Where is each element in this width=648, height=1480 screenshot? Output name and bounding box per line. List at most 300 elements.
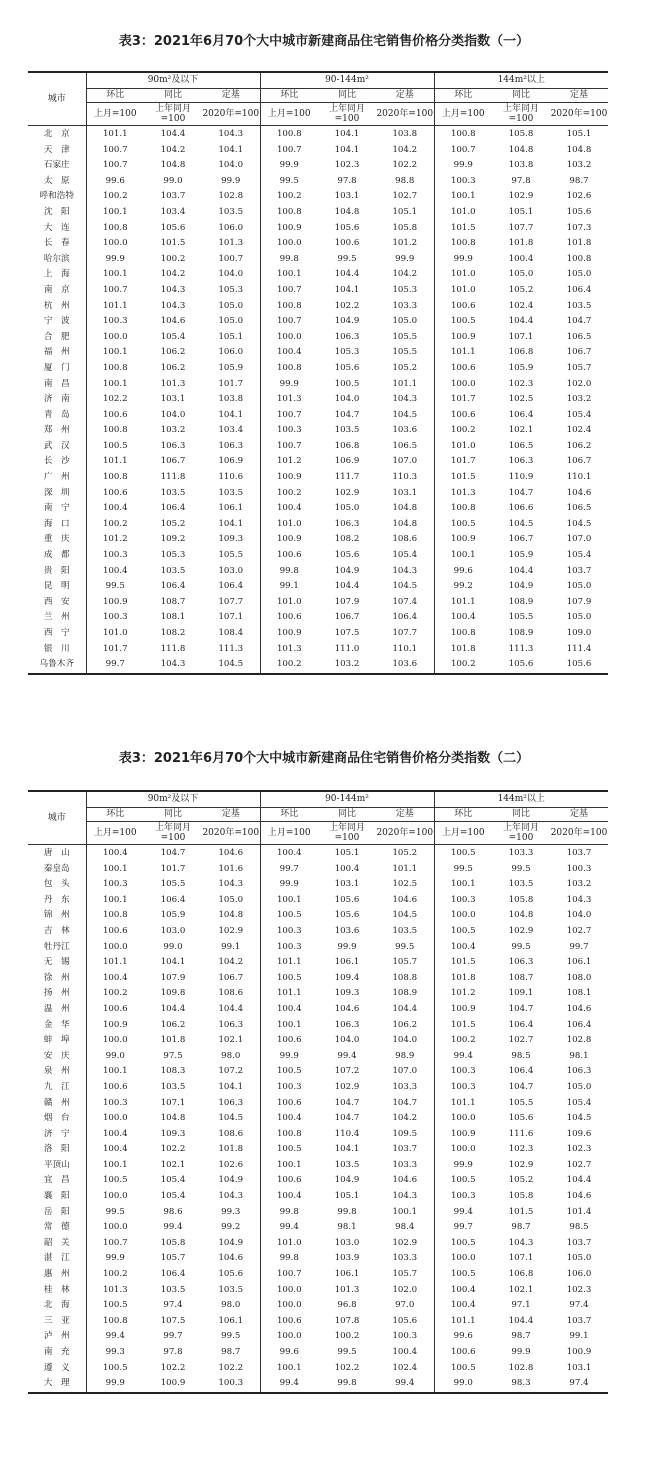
index-cell: 99.9 — [260, 377, 318, 393]
index-cell: 104.1 — [160, 957, 186, 968]
index-cell: 103.2 — [566, 160, 592, 171]
index-cell: 107.9 — [334, 596, 360, 607]
index-cell: 102.3 — [566, 1284, 592, 1295]
index-cell: 99.8 — [260, 564, 318, 580]
index-cell: 99.7 — [569, 941, 589, 952]
index-cell: 106.4 — [508, 409, 534, 420]
index-cell: 102.2 — [160, 1362, 186, 1373]
index-cell: 100.6 — [260, 548, 318, 564]
city-cell: 西 安 — [28, 595, 86, 611]
city-cell: 重 庆 — [28, 532, 86, 548]
index-cell: 100.7 — [260, 283, 318, 299]
index-cell: 109.1 — [508, 988, 534, 999]
table-row — [28, 1173, 608, 1189]
sub-header: 环比 — [260, 89, 318, 103]
index-cell: 101.7 — [218, 378, 244, 389]
index-cell: 100.5 — [434, 1236, 492, 1252]
group-header-mid: 90-144m² — [260, 791, 434, 808]
index-cell: 100.4 — [260, 345, 318, 361]
index-cell: 104.0 — [334, 394, 360, 405]
index-cell: 103.2 — [566, 879, 592, 890]
index-cell: 110.9 — [508, 472, 534, 483]
city-cell: 洛 阳 — [28, 1142, 86, 1158]
index-cell: 101.3 — [334, 1284, 360, 1295]
index-cell: 106.4 — [566, 1019, 592, 1030]
index-cell: 100.2 — [434, 657, 492, 674]
index-cell: 102.6 — [218, 1159, 244, 1170]
index-cell: 105.0 — [392, 316, 418, 327]
table-row — [28, 626, 608, 642]
index-cell: 104.3 — [160, 659, 186, 670]
index-cell: 99.4 — [260, 1376, 318, 1393]
index-cell: 100.4 — [86, 971, 144, 987]
table-row — [28, 1189, 608, 1205]
index-cell: 103.4 — [218, 425, 244, 436]
index-cell: 100.7 — [260, 408, 318, 424]
index-cell: 105.0 — [566, 269, 592, 280]
base-header: 上年同月=100 — [492, 103, 550, 126]
table-row — [28, 1158, 608, 1174]
index-cell: 105.4 — [566, 409, 592, 420]
index-cell: 105.2 — [508, 284, 534, 295]
index-cell: 96.8 — [337, 1300, 357, 1311]
index-cell: 103.5 — [218, 487, 244, 498]
index-cell: 105.2 — [508, 1175, 534, 1186]
index-cell: 100.6 — [86, 1002, 144, 1018]
index-cell: 106.7 — [566, 347, 592, 358]
index-cell: 105.0 — [508, 269, 534, 280]
index-cell: 100.9 — [434, 1127, 492, 1143]
index-cell: 105.8 — [508, 894, 534, 905]
index-cell: 99.4 — [434, 1205, 492, 1221]
index-cell: 100.8 — [260, 1127, 318, 1143]
city-cell: 银 川 — [28, 642, 86, 658]
index-cell: 99.2 — [434, 579, 492, 595]
index-cell: 109.4 — [334, 972, 360, 983]
index-cell: 105.0 — [218, 316, 244, 327]
index-cell: 103.5 — [218, 206, 244, 217]
base-header: 上月=100 — [434, 103, 492, 126]
index-cell: 109.6 — [566, 1128, 592, 1139]
index-cell: 105.2 — [160, 518, 186, 529]
index-cell: 104.5 — [392, 910, 418, 921]
index-cell: 111.7 — [334, 472, 360, 483]
index-cell: 100.2 — [260, 657, 318, 674]
index-cell: 105.0 — [566, 581, 592, 592]
index-cell: 105.7 — [566, 362, 592, 373]
index-cell: 101.2 — [434, 986, 492, 1002]
index-cell: 105.3 — [334, 347, 360, 358]
index-cell: 98.5 — [511, 1050, 531, 1061]
index-cell: 106.8 — [334, 440, 360, 451]
city-cell: 九 江 — [28, 1080, 86, 1096]
index-cell: 108.1 — [566, 988, 592, 999]
city-cell: 安 庆 — [28, 1049, 86, 1065]
index-cell: 101.2 — [260, 454, 318, 470]
index-cell: 99.6 — [434, 564, 492, 580]
index-cell: 107.1 — [508, 331, 534, 342]
index-cell: 102.3 — [508, 378, 534, 389]
index-cell: 101.1 — [86, 955, 144, 971]
index-cell: 103.5 — [218, 1284, 244, 1295]
index-cell: 104.3 — [392, 1191, 418, 1202]
index-cell: 99.6 — [86, 174, 144, 190]
index-cell: 103.5 — [392, 925, 418, 936]
index-cell: 105.9 — [160, 910, 186, 921]
index-cell: 106.4 — [218, 581, 244, 592]
index-cell: 105.0 — [566, 612, 592, 623]
index-cell: 100.2 — [260, 486, 318, 502]
city-cell: 长 沙 — [28, 454, 86, 470]
index-cell: 100.1 — [260, 1018, 318, 1034]
index-cell: 111.8 — [160, 643, 186, 654]
index-cell: 99.5 — [86, 579, 144, 595]
index-cell: 105.8 — [392, 222, 418, 233]
index-cell: 104.9 — [508, 581, 534, 592]
index-cell: 101.0 — [260, 595, 318, 611]
index-cell: 103.7 — [566, 565, 592, 576]
index-cell: 99.4 — [337, 1050, 357, 1061]
index-cell: 109.8 — [160, 988, 186, 999]
index-cell: 100.0 — [434, 908, 492, 924]
index-cell: 98.8 — [395, 175, 415, 186]
index-cell: 98.0 — [221, 1300, 241, 1311]
city-cell: 烟 台 — [28, 1111, 86, 1127]
index-cell: 101.5 — [160, 238, 186, 249]
index-cell: 101.1 — [86, 126, 144, 143]
index-cell: 101.3 — [160, 378, 186, 389]
index-cell: 109.3 — [218, 534, 244, 545]
index-cell: 100.0 — [434, 1142, 492, 1158]
index-cell: 105.4 — [566, 1097, 592, 1108]
index-cell: 100.9 — [566, 1347, 592, 1357]
index-cell: 109.5 — [392, 1128, 418, 1139]
index-cell: 99.7 — [434, 1220, 492, 1236]
index-cell: 100.3 — [434, 1064, 492, 1080]
index-cell: 100.7 — [86, 158, 144, 174]
index-cell: 100.3 — [566, 863, 592, 874]
index-cell: 99.8 — [260, 252, 318, 268]
index-cell: 106.9 — [218, 456, 244, 467]
index-cell: 101.8 — [434, 642, 492, 658]
index-cell: 106.7 — [160, 456, 186, 467]
index-cell: 104.3 — [392, 394, 418, 405]
index-cell: 100.7 — [260, 143, 318, 159]
index-cell: 100.8 — [260, 205, 318, 221]
index-cell: 100.6 — [260, 1033, 318, 1049]
index-cell: 99.7 — [163, 1331, 183, 1342]
base-header: 上年同月=100 — [318, 822, 376, 845]
index-cell: 104.8 — [508, 144, 534, 155]
index-cell: 107.5 — [160, 1315, 186, 1326]
index-cell: 103.0 — [218, 565, 244, 576]
index-cell: 104.3 — [218, 879, 244, 890]
index-cell: 105.5 — [392, 331, 418, 342]
index-cell: 100.5 — [434, 1173, 492, 1189]
index-cell: 100.1 — [260, 1158, 318, 1174]
index-cell: 100.3 — [260, 940, 318, 956]
index-cell: 106.4 — [508, 1066, 534, 1077]
table-row — [28, 548, 608, 564]
index-cell: 101.1 — [434, 345, 492, 361]
index-cell: 100.9 — [434, 330, 492, 346]
index-cell: 103.6 — [392, 425, 418, 436]
index-cell: 106.3 — [334, 518, 360, 529]
city-cell: 徐 州 — [28, 971, 86, 987]
index-cell: 100.9 — [434, 532, 492, 548]
sub-header: 同比 — [318, 808, 376, 822]
table-row — [28, 1251, 608, 1267]
index-cell: 111.0 — [334, 643, 360, 654]
table-row — [28, 517, 608, 533]
index-cell: 99.7 — [260, 862, 318, 878]
index-cell: 100.5 — [260, 1142, 318, 1158]
city-cell: 南 昌 — [28, 377, 86, 393]
table-row — [28, 205, 608, 221]
index-cell: 99.4 — [395, 1378, 415, 1389]
index-cell: 104.0 — [160, 409, 186, 420]
index-cell: 99.9 — [434, 252, 492, 268]
base-header: 上月=100 — [86, 103, 144, 126]
index-cell: 100.5 — [86, 439, 144, 455]
index-cell: 101.3 — [434, 486, 492, 502]
index-cell: 99.0 — [434, 1376, 492, 1393]
index-cell: 100.0 — [86, 236, 144, 252]
index-cell: 97.4 — [569, 1300, 589, 1311]
index-cell: 99.1 — [569, 1331, 589, 1342]
table-row — [28, 377, 608, 393]
index-cell: 100.8 — [434, 126, 492, 143]
index-cell: 99.0 — [163, 175, 183, 186]
index-cell: 103.2 — [160, 425, 186, 436]
index-cell: 99.9 — [511, 1347, 531, 1357]
index-cell: 104.5 — [218, 1113, 244, 1124]
table-row — [28, 1018, 608, 1034]
index-cell: 100.2 — [334, 1331, 360, 1342]
index-cell: 100.9 — [260, 532, 318, 548]
index-cell: 99.9 — [337, 941, 357, 952]
city-cell: 包 头 — [28, 877, 86, 893]
index-cell: 99.0 — [163, 941, 183, 952]
index-cell: 108.9 — [392, 988, 418, 999]
index-cell: 101.3 — [260, 642, 318, 658]
city-cell: 呼和浩特 — [28, 189, 86, 205]
index-cell: 102.8 — [508, 1362, 534, 1373]
index-cell: 111.3 — [218, 643, 244, 654]
city-cell: 天 津 — [28, 143, 86, 159]
index-cell: 99.9 — [260, 877, 318, 893]
index-cell: 104.2 — [160, 269, 186, 280]
index-cell: 103.1 — [160, 394, 186, 405]
index-cell: 109.0 — [566, 628, 592, 638]
index-cell: 99.5 — [337, 1347, 357, 1357]
index-cell: 105.2 — [392, 848, 418, 858]
base-header: 上月=100 — [260, 103, 318, 126]
index-cell: 100.7 — [86, 1236, 144, 1252]
index-cell: 100.0 — [260, 330, 318, 346]
index-cell: 103.0 — [160, 925, 186, 936]
index-cell: 101.4 — [566, 1206, 592, 1217]
index-cell: 101.7 — [86, 642, 144, 658]
index-cell: 106.7 — [218, 972, 244, 983]
table-row — [28, 940, 608, 956]
table-row — [28, 1205, 608, 1221]
index-cell: 107.2 — [334, 1066, 360, 1077]
index-cell: 104.7 — [334, 1097, 360, 1108]
index-cell: 101.7 — [434, 392, 492, 408]
index-cell: 103.7 — [392, 1144, 418, 1155]
index-cell: 97.4 — [569, 1378, 589, 1389]
index-cell: 101.5 — [508, 1206, 534, 1217]
index-cell: 100.4 — [260, 1189, 318, 1205]
table-2-title: 表3：2021年6月70个大中城市新建商品住宅销售价格分类指数（二） — [118, 751, 530, 766]
index-cell: 101.5 — [434, 1018, 492, 1034]
index-cell: 100.6 — [434, 408, 492, 424]
index-cell: 104.6 — [566, 487, 592, 498]
index-cell: 105.6 — [508, 659, 534, 670]
index-cell: 101.1 — [86, 454, 144, 470]
index-cell: 99.9 — [86, 252, 144, 268]
index-cell: 104.1 — [218, 518, 244, 529]
index-cell: 100.3 — [260, 924, 318, 940]
index-cell: 104.7 — [566, 316, 592, 327]
index-cell: 100.6 — [434, 1345, 492, 1361]
index-cell: 104.9 — [218, 1175, 244, 1186]
city-cell: 唐 山 — [28, 845, 86, 862]
table-row — [28, 126, 608, 143]
index-cell: 105.0 — [566, 1253, 592, 1264]
table-row — [28, 610, 608, 626]
index-cell: 100.3 — [434, 893, 492, 909]
index-cell: 106.5 — [566, 331, 592, 342]
group-header-small: 90m²及以下 — [86, 72, 260, 89]
table-row — [28, 174, 608, 190]
city-cell: 哈尔滨 — [28, 252, 86, 268]
table-row — [28, 862, 608, 878]
index-cell: 103.8 — [218, 394, 244, 405]
sub-header: 同比 — [318, 89, 376, 103]
table-2-body — [28, 845, 608, 1393]
table-row — [28, 877, 608, 893]
index-cell: 99.9 — [260, 1049, 318, 1065]
index-cell: 100.0 — [86, 1220, 144, 1236]
index-cell: 111.4 — [566, 643, 592, 654]
index-cell: 104.6 — [392, 1175, 418, 1186]
city-cell: 南 宁 — [28, 501, 86, 517]
index-cell: 106.4 — [160, 581, 186, 592]
city-cell: 西 宁 — [28, 626, 86, 642]
index-cell: 108.0 — [566, 972, 592, 983]
city-header: 城市 — [28, 791, 86, 845]
index-cell: 103.5 — [160, 1081, 186, 1092]
city-cell: 温 州 — [28, 1002, 86, 1018]
index-cell: 103.5 — [160, 487, 186, 498]
index-cell: 106.8 — [508, 1269, 534, 1280]
index-cell: 105.0 — [566, 1081, 592, 1092]
index-cell: 103.7 — [566, 1237, 592, 1248]
index-cell: 100.3 — [434, 1189, 492, 1205]
index-cell: 101.1 — [434, 1314, 492, 1330]
index-cell: 104.5 — [218, 659, 244, 670]
index-cell: 100.5 — [434, 517, 492, 533]
index-cell: 99.5 — [395, 941, 415, 952]
city-cell: 上 海 — [28, 267, 86, 283]
sub-header: 定基 — [376, 89, 434, 103]
index-cell: 100.3 — [86, 548, 144, 564]
sub-header: 同比 — [144, 808, 202, 822]
index-cell: 104.5 — [392, 581, 418, 592]
index-cell: 101.5 — [434, 221, 492, 237]
index-cell: 102.4 — [392, 1362, 418, 1373]
index-cell: 104.1 — [218, 409, 244, 420]
index-cell: 104.3 — [218, 129, 244, 139]
index-cell: 100.8 — [434, 236, 492, 252]
city-cell: 青 岛 — [28, 408, 86, 424]
index-cell: 104.8 — [160, 1113, 186, 1124]
index-cell: 102.7 — [392, 191, 418, 202]
index-cell: 100.4 — [86, 564, 144, 580]
index-cell: 104.1 — [334, 1144, 360, 1155]
index-cell: 99.3 — [86, 1345, 144, 1361]
index-cell: 104.4 — [508, 565, 534, 576]
index-cell: 101.0 — [86, 626, 144, 642]
table-row — [28, 1127, 608, 1143]
index-cell: 100.9 — [86, 1018, 144, 1034]
index-cell: 104.0 — [218, 160, 244, 171]
index-cell: 108.6 — [218, 988, 244, 999]
index-cell: 103.7 — [566, 1315, 592, 1326]
index-cell: 100.1 — [260, 267, 318, 283]
index-cell: 100.1 — [434, 877, 492, 893]
sub-header: 定基 — [202, 89, 260, 103]
table-row — [28, 893, 608, 909]
index-cell: 104.6 — [392, 894, 418, 905]
index-cell: 104.7 — [392, 1097, 418, 1108]
index-cell: 104.3 — [566, 894, 592, 905]
index-cell: 100.3 — [434, 1080, 492, 1096]
index-cell: 106.8 — [508, 347, 534, 358]
index-cell: 106.4 — [160, 894, 186, 905]
index-cell: 106.7 — [334, 612, 360, 623]
index-cell: 104.6 — [334, 1003, 360, 1014]
table-row — [28, 299, 608, 315]
index-cell: 100.8 — [260, 299, 318, 315]
city-cell: 遵 义 — [28, 1361, 86, 1377]
table-row — [28, 423, 608, 439]
index-cell: 111.6 — [508, 1128, 534, 1139]
index-cell: 105.0 — [334, 503, 360, 514]
index-cell: 100.2 — [260, 189, 318, 205]
index-cell: 99.5 — [511, 863, 531, 874]
index-cell: 100.3 — [86, 314, 144, 330]
index-cell: 100.8 — [260, 361, 318, 377]
index-cell: 100.1 — [86, 345, 144, 361]
index-cell: 107.4 — [392, 596, 418, 607]
table-row — [28, 439, 608, 455]
index-cell: 105.6 — [334, 222, 360, 233]
index-cell: 105.5 — [218, 550, 244, 561]
index-cell: 100.7 — [434, 143, 492, 159]
index-cell: 102.1 — [508, 425, 534, 436]
city-cell: 石家庄 — [28, 158, 86, 174]
index-cell: 107.0 — [392, 1066, 418, 1077]
index-cell: 104.4 — [160, 1003, 186, 1014]
index-cell: 99.7 — [86, 657, 144, 674]
index-cell: 100.8 — [86, 361, 144, 377]
sub-header: 定基 — [550, 808, 608, 822]
index-cell: 99.0 — [86, 1049, 144, 1065]
index-cell: 100.4 — [434, 940, 492, 956]
